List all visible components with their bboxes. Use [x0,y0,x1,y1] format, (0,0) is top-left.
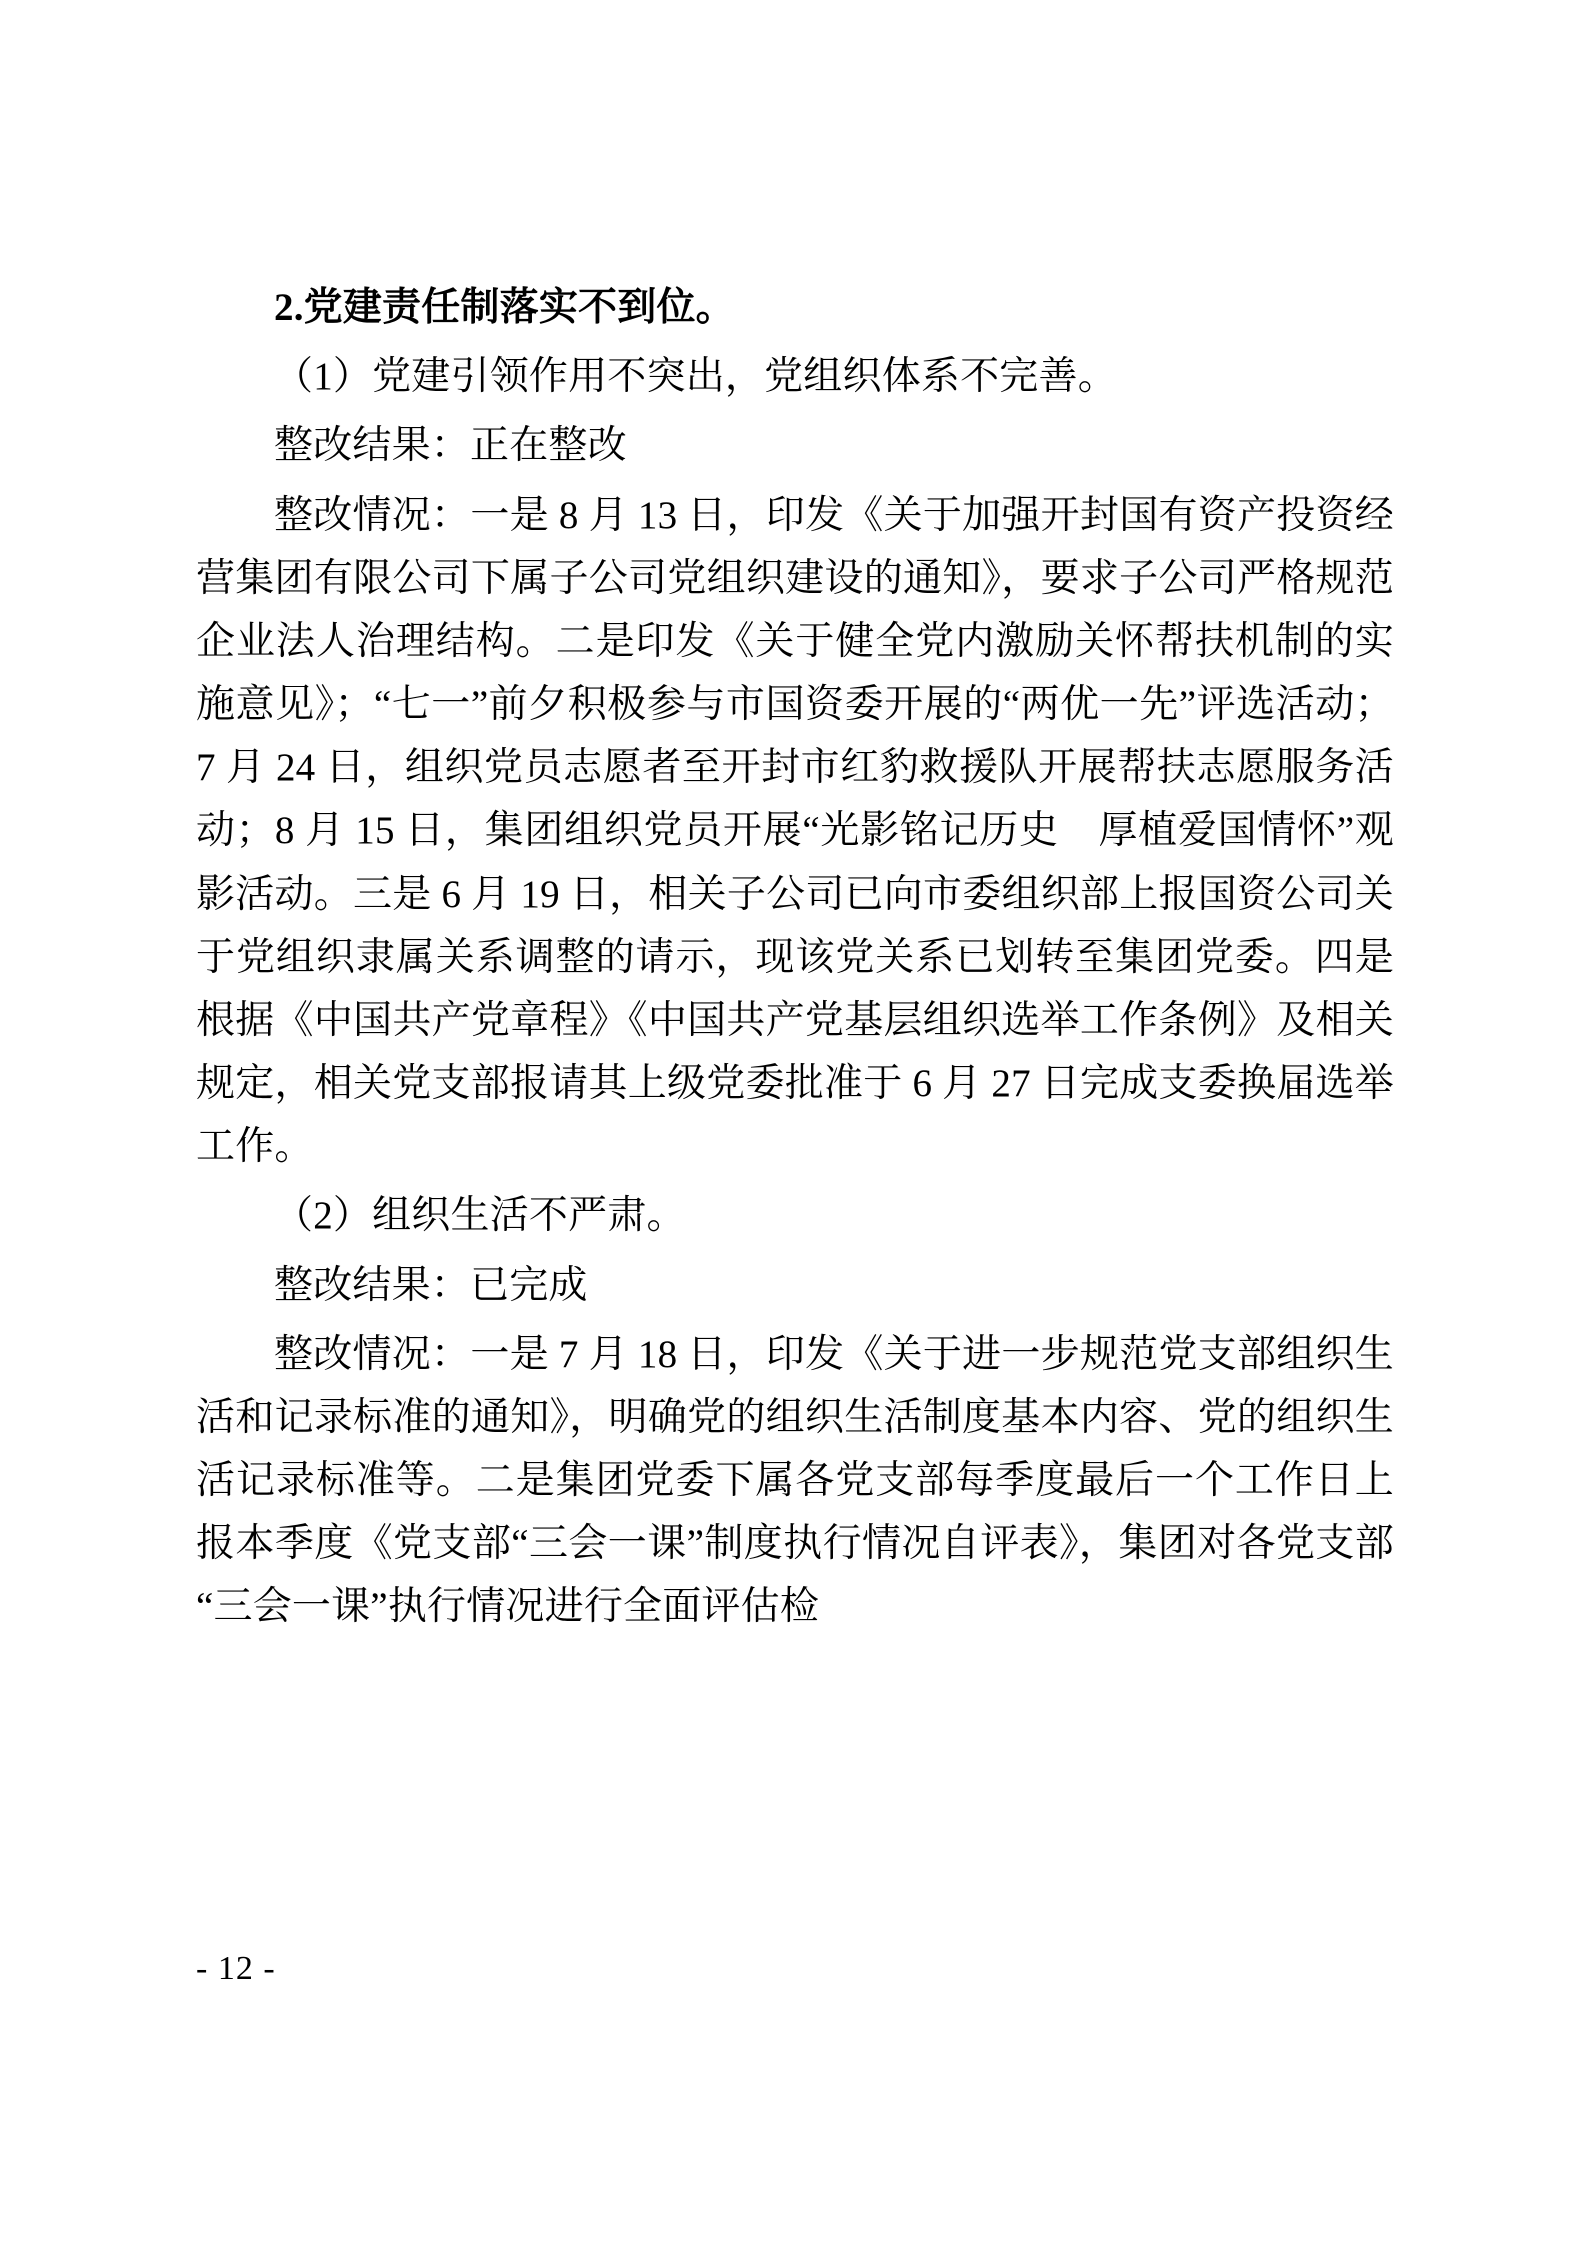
page-number: - 12 - [196,1950,276,1987]
rectification-detail-1: 整改情况：一是 8 月 13 日，印发《关于加强开封国有资产投资经营集团有限公司下属子公司党组织建设的通知》，要求子公司严格规范企业法人治理结构。二是印发《关于健全党内激励关怀帮扶机制的实施意见》；“七一”前夕积极参与市国资委开展的“两优一先”评选活动；7 月 24 日，组织党员志愿者至开封市红豹救援队开展帮扶志愿服务活动；8 月 15 日，集团组织党员开展“光影铭记历史 厚植爱国情怀”观影活动。三是 6 月 19 日，相关子公司已向市委组织部上报国资公司关于党组织隶属关系调整的请示，现该党关系已划转至集团党委。四是根据《中国共产党章程》《中国共产党基层组织选举工作条例》及相关规定，相关党支部报请其上级党委批准于 6 月 27 日完成支委换届选举工作。 [196,493,1394,1169]
subsection-heading-2: （2）组织生活不严肃。 [274,1194,686,1238]
section-heading: 2.党建责任制落实不到位。 [274,286,735,329]
rectification-result-2: 整改结果：已完成 [274,1263,588,1307]
rectification-result-1: 整改结果：正在整改 [274,424,627,468]
page-content [196,276,1394,1645]
rectification-detail-2: 整改情况：一是 7 月 18 日，印发《关于进一步规范党支部组织生活和记录标准的通知》，明确党的组织生活制度基本内容、党的组织生活记录标准等。二是集团党委下属各党支部每季度最后一个工作日上报本季度《党支部“三会一课”制度执行情况自评表》，集团对各党支部“三会一课”执行情况进行全面评估检 [196,1332,1394,1629]
subsection-heading-1: （1）党建引领作用不突出，党组织体系不完善。 [274,355,1117,399]
